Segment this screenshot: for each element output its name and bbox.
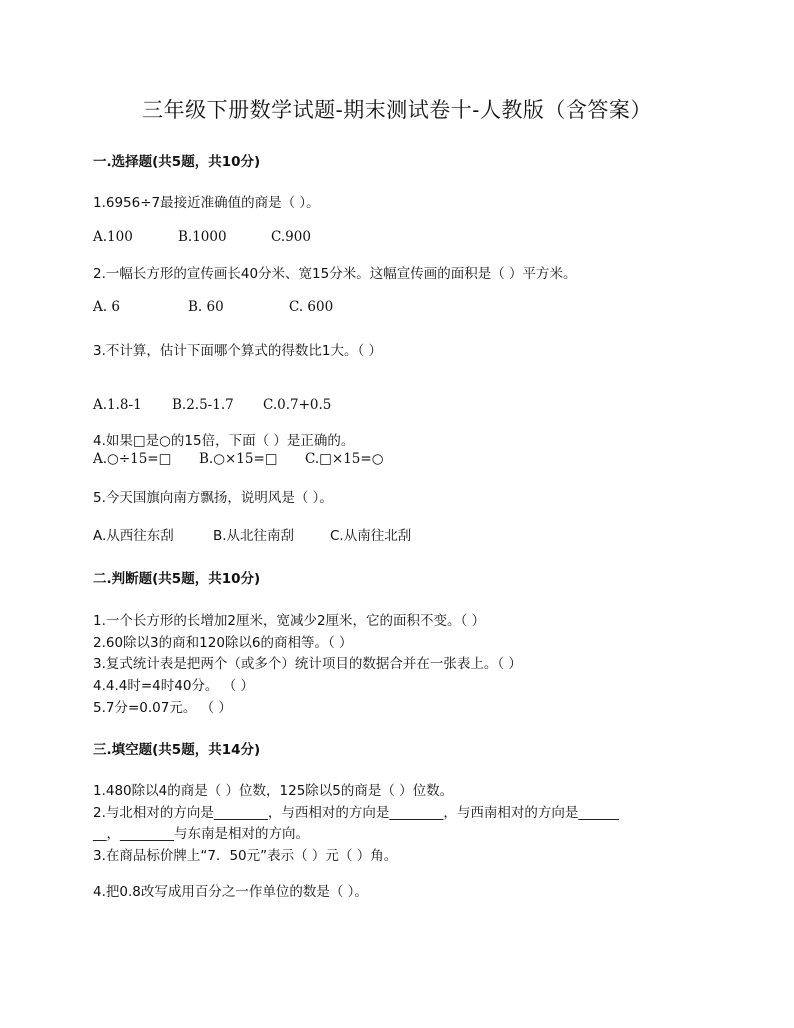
option-a: A.100: [93, 229, 133, 245]
option-b: B.1000: [178, 229, 227, 245]
option-a: A.○÷15=□: [93, 451, 172, 467]
option-a: A. 6: [93, 299, 120, 315]
option-c: C.0.7+0.5: [263, 397, 332, 413]
statement-item: 1.一个长方形的长增加2厘米，宽减少2厘米，它的面积不变。（ ）: [93, 613, 486, 629]
option-c: C.从南往北刮: [330, 528, 412, 544]
option-c: C.900: [271, 229, 311, 245]
option-b: B.○×15=□: [199, 451, 278, 467]
statement-item: 5.7分=0.07元。 （ ）: [93, 700, 232, 716]
question-text: 1.6956÷7最接近准确值的商是（ ）。: [93, 195, 320, 211]
statement-item: 3.复式统计表是把两个（或多个）统计项目的数据合并在一张表上。（ ）: [93, 656, 522, 672]
statement-item: 2.60除以3的商和120除以6的商相等。（ ）: [93, 635, 353, 651]
section-heading-fill-blank: 三.填空题(共5题，共14分): [93, 742, 261, 758]
fill-item: 2.与北相对的方向是________，与西相对的方向是________，与西南相对的方向是______: [93, 805, 619, 821]
option-b: B.2.5-1.7: [172, 397, 234, 413]
fill-item: 3.在商品标价牌上“7．50元”表示（ ）元（ ）角。: [93, 848, 398, 864]
section-heading-choice: 一.选择题(共5题，共10分): [93, 154, 261, 170]
fill-item-continued: __，________与东南是相对的方向。: [93, 826, 309, 842]
question-text: 3.不计算，估计下面哪个算式的得数比1大。（ ）: [93, 343, 383, 359]
option-b: B.从北往南刮: [213, 528, 295, 544]
fill-item: 4.把0.8改写成用百分之一作单位的数是（ ）。: [93, 884, 368, 900]
option-c: C.□×15=○: [305, 451, 384, 467]
option-b: B. 60: [188, 299, 224, 315]
page-title: 三年级下册数学试题-期末测试卷十-人教版（含答案）: [142, 98, 652, 122]
option-c: C. 600: [289, 299, 334, 315]
statement-item: 4.4.4时=4时40分。 （ ）: [93, 678, 255, 694]
question-text: 5.今天国旗向南方飘扬，说明风是（ ）。: [93, 490, 333, 506]
question-text: 2.一幅长方形的宣传画长40分米、宽15分米。这幅宣传画的面积是（ ）平方米。: [93, 266, 577, 282]
question-text: 4.如果□是○的15倍，下面（ ）是正确的。: [93, 433, 355, 449]
section-heading-true-false: 二.判断题(共5题，共10分): [93, 571, 261, 587]
option-a: A.从西往东刮: [93, 528, 174, 544]
fill-item: 1.480除以4的商是（ ）位数，125除以5的商是（ ）位数。: [93, 783, 454, 799]
option-a: A.1.8-1: [93, 397, 142, 413]
